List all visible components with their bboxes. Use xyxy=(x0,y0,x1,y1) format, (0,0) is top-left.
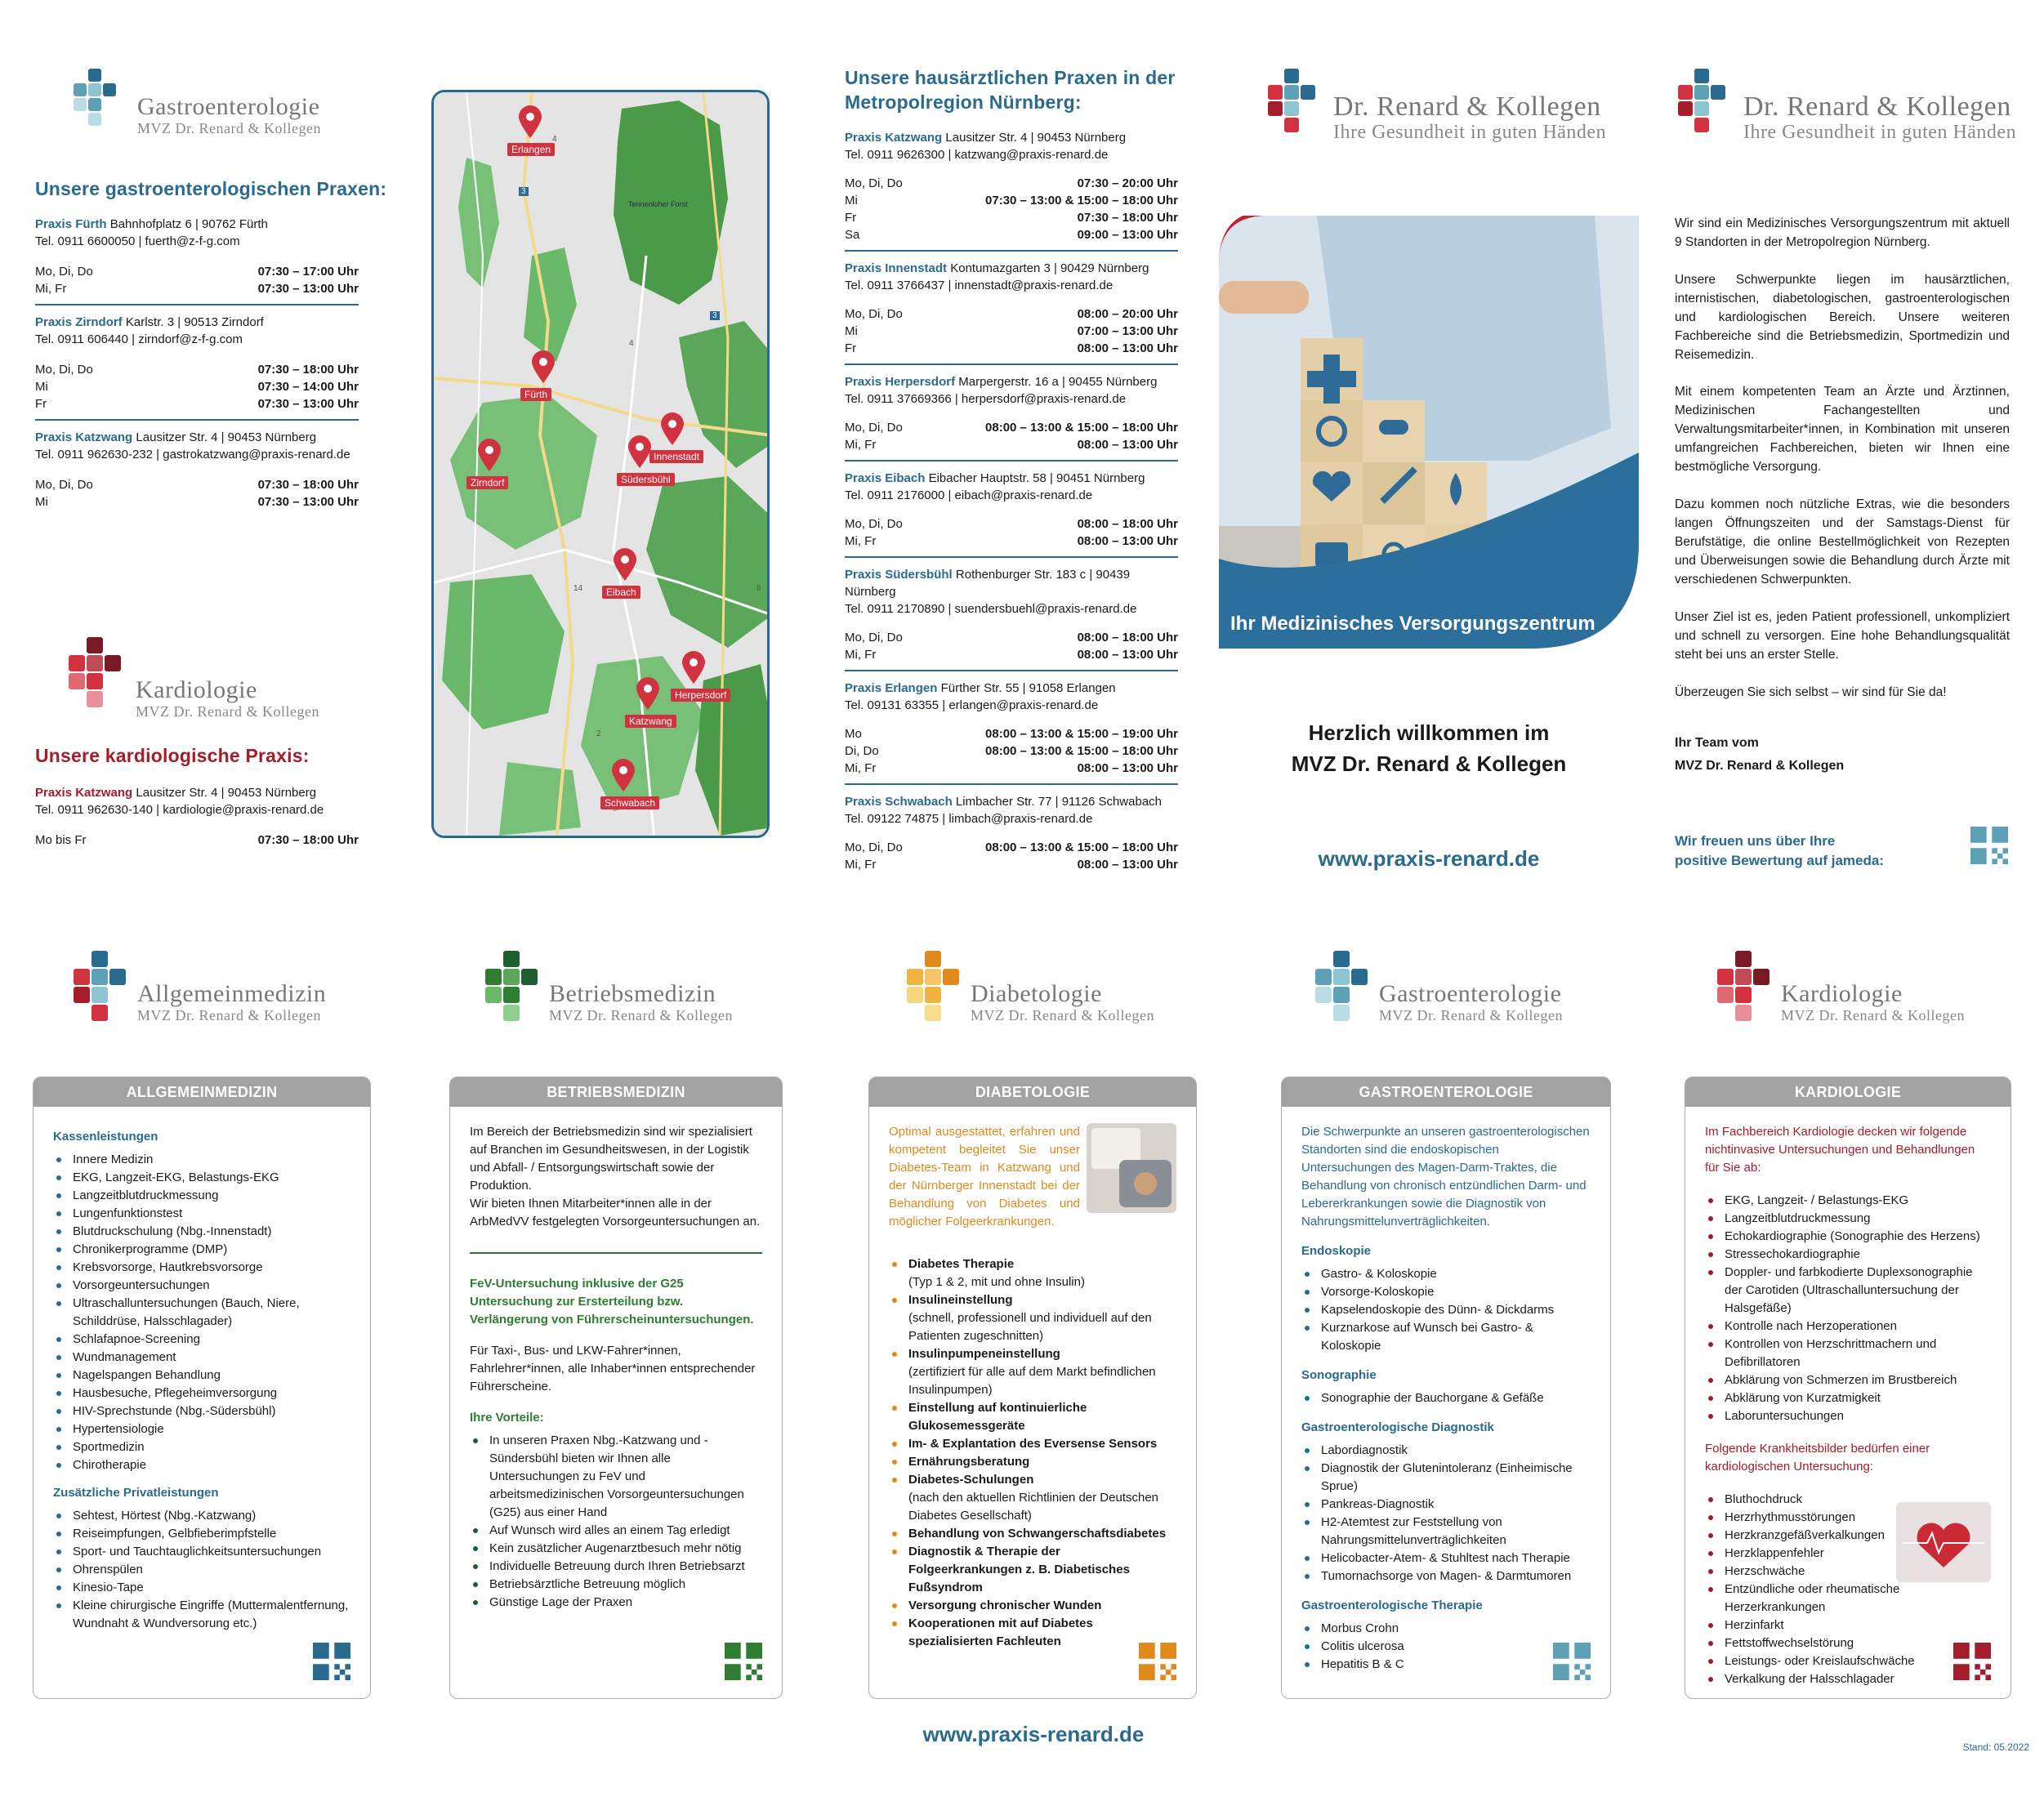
card-header: GASTROENTEROLOGIE xyxy=(1282,1077,1610,1107)
list-item: Krebsvorsorge, Hautkrebsvorsorge xyxy=(53,1259,350,1277)
practice-block xyxy=(845,680,1178,785)
list-item: Entzündliche oder rheumatische Herzerkrankungen xyxy=(1705,1581,1991,1616)
kardio-practice xyxy=(35,784,359,849)
practice-name: Praxis Katzwang xyxy=(35,430,133,444)
list-item xyxy=(889,1435,1176,1453)
department-logo xyxy=(1716,951,1965,1036)
department-cross-icon xyxy=(72,951,131,1036)
item-title: Kooperationen mit auf Diabetes spezialisierten Fachleuten xyxy=(908,1616,1093,1648)
practice-address: Marpergerstr. 16 a | 90455 Nürnberg xyxy=(958,375,1158,389)
list-item: Individuelle Betreuung durch Ihren Betriebsarzt xyxy=(470,1558,762,1576)
gastro-practices-heading: Unsere gastroenterologischen Praxen: xyxy=(35,178,387,199)
list-item: Herzklappenfehler xyxy=(1705,1545,1991,1563)
gastro-logo xyxy=(67,69,321,136)
map-pin-label: Erlangen xyxy=(507,143,555,156)
card-intro: Die Schwerpunkte an unseren gastroenterologischen Standorten sind die endoskopischen Untersuchungen des Magen-Darm-Traktes, die Behandlung von chronisch entzündlichen Darm- und Lebererkrankungen sowie die Diagnostik von Nahrungsmittelunverträglichkeiten. xyxy=(1301,1125,1590,1228)
renard-cross-icon xyxy=(1266,69,1327,142)
logo-subtitle: MVZ Dr. Renard & Kollegen xyxy=(1781,1007,1965,1023)
list-item xyxy=(889,1471,1176,1525)
list-item: Abklärung von Kurzatmigkeit xyxy=(1705,1389,1991,1407)
logo-title: Diabetologie xyxy=(971,980,1102,1007)
divider xyxy=(35,304,359,305)
hours-row: Mi, Fr 08:00 – 13:00 Uhr xyxy=(845,648,1178,662)
department-logo xyxy=(1314,951,1563,1036)
list-item: Reiseimpfungen, Gelbfieberimpfstelle xyxy=(53,1525,350,1543)
practice-contact: Tel. 0911 962630-232 | gastrokatzwang@praxis-renard.de xyxy=(35,448,350,462)
department-cross-icon xyxy=(905,951,964,1036)
card-header: DIABETOLOGIE xyxy=(869,1077,1196,1107)
forest-label: Tennenloher Forst xyxy=(628,200,688,208)
item-detail: (nach den aktuellen Richtlinien der Deutschen Diabetes Gesellschaft) xyxy=(908,1491,1159,1523)
practice-address: Kontumazgarten 3 | 90429 Nürnberg xyxy=(950,261,1149,275)
list-item: Vorsorge-Koloskopie xyxy=(1301,1283,1591,1301)
hours-row: Mi, Fr 08:00 – 13:00 Uhr xyxy=(845,438,1178,452)
list-item: Vorsorgeuntersuchungen xyxy=(53,1277,350,1295)
card-intro: Im Fachbereich Kardiologie decken wir folgende nichtinvasive Untersuchungen und Behandlungen für Sie ab: xyxy=(1705,1125,1975,1175)
practice-name: Praxis Zirndorf xyxy=(35,315,123,329)
practice-contact: Tel. 09122 74875 | limbach@praxis-renard.de xyxy=(845,812,1093,826)
road-number-label: 3 xyxy=(519,187,529,196)
map-pin-label: Eibach xyxy=(602,586,640,599)
list-item xyxy=(889,1345,1176,1399)
practice-name: Praxis Katzwang xyxy=(845,131,943,145)
renard-cross-icon xyxy=(1676,69,1737,142)
logo-subtitle: Ihre Gesundheit in guten Händen xyxy=(1333,122,1607,143)
logo-title: Gastroenterologie xyxy=(137,93,320,120)
practice-contact: Tel. 0911 2170890 | suendersbuehl@praxis-renard.de xyxy=(845,602,1137,616)
hours-row: Mi 07:00 – 13:00 Uhr xyxy=(845,324,1178,338)
practice-contact: Tel. 09131 63355 | erlangen@praxis-renard.de xyxy=(845,698,1099,712)
list-item: Wundmanagement xyxy=(53,1349,350,1367)
card-header: KARDIOLOGIE xyxy=(1685,1077,2011,1107)
card-subheading: Ihre Vorteile: xyxy=(470,1411,544,1425)
card-subheading: Kassenleistungen xyxy=(53,1130,158,1144)
practice-name: Praxis Erlangen xyxy=(845,681,938,695)
welcome-text xyxy=(1219,717,1639,779)
practice-block xyxy=(845,129,1178,252)
list-item: Morbus Crohn xyxy=(1301,1620,1591,1638)
card-subheading: Sonographie xyxy=(1301,1368,1377,1382)
list-item: Leistungs- oder Kreislaufschwäche xyxy=(1705,1652,1991,1670)
practice-contact: Tel. 0911 606440 | zirndorf@z-f-g.com xyxy=(35,332,243,346)
about-paragraph: Überzeugen Sie sich selbst – wir sind für Sie da! xyxy=(1675,685,1947,699)
list-item: Hepatitis B & C xyxy=(1301,1656,1591,1674)
cover-url-link[interactable]: www.praxis-renard.de xyxy=(1318,846,1540,871)
practice-address: Lausitzer Str. 4 | 90453 Nürnberg xyxy=(136,786,317,800)
logo-subtitle: MVZ Dr. Renard & Kollegen xyxy=(137,1007,321,1023)
practice-block xyxy=(35,216,359,305)
road-number-label: 4 xyxy=(552,135,557,144)
kardio-cross-icon xyxy=(65,637,129,719)
list-item: EKG, Langzeit- / Belastungs-EKG xyxy=(1705,1192,1991,1210)
map-pin-label: Schwabach xyxy=(600,796,659,809)
jameda-line2: positive Bewertung auf jameda: xyxy=(1675,853,1884,868)
list-item xyxy=(889,1255,1176,1291)
signature-line1: Ihr Team vom xyxy=(1675,736,1759,750)
item-title: Einstellung auf kontinuierliche Glukosemessgeräte xyxy=(908,1401,1087,1433)
list-item: Diagnostik der Glutenintoleranz (Einheimische Sprue) xyxy=(1301,1460,1591,1496)
list-item: Hausbesuche, Pflegeheimversorgung xyxy=(53,1385,350,1402)
gastro-cross-icon xyxy=(67,69,131,136)
hours-row: Di, Do 08:00 – 13:00 & 15:00 – 18:00 Uhr xyxy=(845,744,1178,758)
practice-block xyxy=(845,793,1178,873)
practice-name: Praxis Schwabach xyxy=(845,795,953,809)
list-item: Labordiagnostik xyxy=(1301,1442,1591,1460)
card-betriebsmedizin xyxy=(449,1077,783,1699)
logo-title: Dr. Renard & Kollegen xyxy=(1333,91,1601,122)
hours-row: Mo, Di, Do 08:00 – 18:00 Uhr xyxy=(845,631,1178,644)
department-logo xyxy=(72,951,326,1036)
list-item: Herzrhythmusstörungen xyxy=(1705,1509,1991,1527)
divider xyxy=(845,363,1178,365)
list-item: Sonographie der Bauchorgane & Gefäße xyxy=(1301,1389,1591,1407)
hours-row: Mo, Di, Do 08:00 – 20:00 Uhr xyxy=(845,307,1178,321)
practice-address: Lausitzer Str. 4 | 90453 Nürnberg xyxy=(136,430,317,444)
about-paragraph: Dazu kommen noch nützliche Extras, wie die besonders langen Öffnungszeiten und der Samstags-Dienst für Berufstätige, die online Bestellmöglichkeit von Rezepten und Überweisungen sowie die Behandlung durch Ärzte mit verschiedenen Schwerpunkten. xyxy=(1675,497,2010,586)
about-paragraph: Unsere Schwerpunkte liegen im hausärztlichen, internistischen, diabetologischen, gastroenterologischen und kardiologischen Bereich. Unsere weiteren Fachbereiche sind die Betriebsmedizin, Sportmedizin und Reisemedizin. xyxy=(1675,273,2010,362)
fev-audience: Für Taxi-, Bus- und LKW-Fahrer*innen, Fahrlehrer*innen, alle Inhaber*innen entsprechender Führerscheine. xyxy=(470,1344,756,1393)
footer-url-link[interactable]: www.praxis-renard.de xyxy=(922,1722,1145,1746)
list-item: Lungenfunktionstest xyxy=(53,1205,350,1223)
logo-title: Kardiologie xyxy=(136,676,257,703)
list-item: Langzeitblutdruckmessung xyxy=(1705,1210,1991,1228)
cover-photo-frame xyxy=(1219,216,1639,649)
hours-row: Mi, Fr 08:00 – 13:00 Uhr xyxy=(845,761,1178,775)
item-detail: (Typ 1 & 2, mit und ohne Insulin) xyxy=(908,1275,1085,1289)
list-item: Herzschwäche xyxy=(1705,1563,1991,1581)
hours-row: Fr 07:30 – 18:00 Uhr xyxy=(845,211,1178,225)
map-pin-icon[interactable] xyxy=(636,677,659,710)
hours-row: Mo, Di, Do 08:00 – 18:00 Uhr xyxy=(845,517,1178,531)
map-pin-label: Zirndorf xyxy=(466,476,508,489)
item-title: Insulineinstellung xyxy=(908,1293,1013,1307)
list-item: EKG, Langzeit-EKG, Belastungs-EKG xyxy=(53,1169,350,1187)
list-item: Tumornachsorge von Magen- & Darmtumoren xyxy=(1301,1567,1591,1585)
logo-title: Kardiologie xyxy=(1781,980,1903,1007)
hours-row: Fr 08:00 – 13:00 Uhr xyxy=(845,341,1178,355)
logo-subtitle: MVZ Dr. Renard & Kollegen xyxy=(1379,1007,1563,1023)
card-diabetologie xyxy=(868,1077,1197,1699)
map-pin-icon[interactable] xyxy=(519,105,542,138)
list-item: Langzeitblutdruckmessung xyxy=(53,1187,350,1205)
gastro-practice-list xyxy=(35,216,359,511)
list-item: Auf Wunsch wird alles an einem Tag erledigt xyxy=(470,1522,762,1540)
practice-name: Praxis Innenstadt xyxy=(845,261,948,275)
map-pin-label: Innenstadt xyxy=(649,450,703,463)
list-item xyxy=(889,1399,1176,1435)
list-item: Kein zusätzlicher Augenarztbesuch mehr nötig xyxy=(470,1540,762,1558)
logo-subtitle: MVZ Dr. Renard & Kollegen xyxy=(971,1007,1154,1023)
department-cross-icon xyxy=(1314,951,1372,1036)
practice-address: Lausitzer Str. 4 | 90453 Nürnberg xyxy=(945,131,1127,145)
list-item: Sehtest, Hörtest (Nbg.-Katzwang) xyxy=(53,1507,350,1525)
list-item: Innere Medizin xyxy=(53,1151,350,1169)
fev-note: FeV-Untersuchung inklusive der G25 Untersuchung zur Ersterteilung bzw. Verlängerung von Führerscheinuntersuchungen. xyxy=(470,1277,754,1327)
logo-title: Allgemeinmedizin xyxy=(137,980,327,1007)
practice-contact: Tel. 0911 3766437 | innenstadt@praxis-renard.de xyxy=(845,279,1113,292)
list-item: Kontrollen von Herzschrittmachern und Defibrillatoren xyxy=(1705,1335,1991,1371)
department-logo xyxy=(484,951,733,1036)
list-item xyxy=(889,1525,1176,1543)
list-item: Ultraschalluntersuchungen (Bauch, Niere, Schilddrüse, Halsschlagader) xyxy=(53,1295,350,1331)
map-pin-icon[interactable] xyxy=(478,439,501,471)
list-item: Pankreas-Diagnostik xyxy=(1301,1496,1591,1514)
hours-row: Mo, Di, Do 07:30 – 18:00 Uhr xyxy=(35,478,359,492)
map-pin-icon[interactable] xyxy=(628,435,651,468)
qr-code-icon[interactable] xyxy=(725,1643,762,1680)
practice-address: Karlstr. 3 | 90513 Zirndorf xyxy=(125,315,264,329)
cover-logo xyxy=(1266,69,1606,142)
qr-code-icon[interactable] xyxy=(1953,1643,1991,1680)
card-intro2: Wir bieten Ihnen Mitarbeiter*innen alle in der ArbMedVV festgelegten Vorsorgeuntersuchungen an. xyxy=(470,1197,761,1228)
list-item: Chronikerprogramme (DMP) xyxy=(53,1241,350,1259)
hours-row: Mi 07:30 – 13:00 & 15:00 – 18:00 Uhr xyxy=(845,194,1178,207)
jameda-qr-icon[interactable] xyxy=(1970,827,2008,864)
hours-row: Mo, Di, Do 08:00 – 13:00 & 15:00 – 18:00 Uhr xyxy=(845,421,1178,435)
map-pin-icon[interactable] xyxy=(682,651,705,684)
item-title: Insulinpumpeneinstellung xyxy=(908,1347,1060,1361)
list-item: Stressechokardiographie xyxy=(1705,1246,1991,1264)
practice-block xyxy=(35,429,359,511)
kardio-practice-heading: Unsere kardiologische Praxis: xyxy=(35,745,310,766)
about-paragraph: Wir sind ein Medizinisches Versorgungszentrum mit aktuell 9 Standorten in der Metropolregion Nürnberg. xyxy=(1675,216,2010,249)
about-paragraph: Unser Ziel ist es, jeden Patient professionell, unkompliziert und schnell zu versorgen. Eine hohe Behandlungsqualität steht bei uns an erster Stelle. xyxy=(1675,610,2010,662)
list-item: Kinesio-Tape xyxy=(53,1579,350,1597)
hours-row: Mo, Di, Do 07:30 – 17:00 Uhr xyxy=(35,265,359,279)
list-item: Helicobacter-Atem- & Stuhltest nach Therapie xyxy=(1301,1550,1591,1567)
practice-address: Rothenburger Str. 183 c | 90439 Nürnberg xyxy=(845,568,1131,599)
department-cross-icon xyxy=(1716,951,1774,1036)
map-pin-icon[interactable] xyxy=(532,350,555,383)
practice-name: Praxis Herpersdorf xyxy=(845,375,956,389)
logo-subtitle: Ihre Gesundheit in guten Händen xyxy=(1743,122,2017,143)
map-pin-label: Fürth xyxy=(520,388,551,401)
about-text xyxy=(1675,214,2010,720)
practice-contact: Tel. 0911 37669366 | herpersdorf@praxis-renard.de xyxy=(845,392,1127,406)
glucose-meter-photo xyxy=(1087,1123,1176,1213)
list-item: Schlafapnoe-Screening xyxy=(53,1331,350,1349)
list-item: Abklärung von Schmerzen im Brustbereich xyxy=(1705,1371,1991,1389)
practice-address: Limbacher Str. 77 | 91126 Schwabach xyxy=(955,795,1163,809)
road-number-label: 3 xyxy=(710,311,720,320)
divider xyxy=(845,250,1178,252)
list-item: Blutdruckschulung (Nbg.-Innenstadt) xyxy=(53,1223,350,1241)
gp-heading-line2: Metropolregion Nürnberg: xyxy=(845,91,1082,113)
list-item: Ohrenspülen xyxy=(53,1561,350,1579)
card-gastroenterologie xyxy=(1281,1077,1611,1699)
list-item xyxy=(889,1453,1176,1471)
list-item: Hypertensiologie xyxy=(53,1420,350,1438)
item-title: Ernährungsberatung xyxy=(908,1455,1030,1469)
hours-row: Fr 07:30 – 13:00 Uhr xyxy=(35,397,359,411)
item-detail: (schnell, professionell und individuell auf den Patienten zugeschnitten) xyxy=(908,1311,1152,1343)
list-item xyxy=(889,1597,1176,1615)
qr-code-icon[interactable] xyxy=(1553,1643,1591,1680)
list-item: In unseren Praxen Nbg.-Katzwang und -Sündersbühl bieten wir Ihnen alle Untersuchungen zu FeV und arbeitsmedizinischen Vorsorgeuntersuchungen (G25) aus einer Hand xyxy=(470,1432,762,1522)
road-number-label: 8 xyxy=(756,584,761,593)
list-item: Fettstoffwechselstörung xyxy=(1705,1634,1991,1652)
hours-row: Mo, Di, Do 07:30 – 20:00 Uhr xyxy=(845,176,1178,190)
list-item: Kontrolle nach Herzoperationen xyxy=(1705,1318,1991,1335)
card-subheading: Gastroenterologische Therapie xyxy=(1301,1599,1483,1612)
list-item: H2-Atemtest zur Feststellung von Nahrungsmittelunverträglichkeiten xyxy=(1301,1514,1591,1550)
card-subheading: Gastroenterologische Diagnostik xyxy=(1301,1420,1494,1434)
practice-address: Eibacher Hauptstr. 58 | 90451 Nürnberg xyxy=(928,471,1145,485)
card-intro2: Folgende Krankheitsbilder bedürfen einer kardiologischen Untersuchung: xyxy=(1705,1442,1930,1474)
list-item xyxy=(889,1543,1176,1597)
hours-row: Mi 07:30 – 14:00 Uhr xyxy=(35,380,359,394)
item-title: Behandlung von Schwangerschaftsdiabetes xyxy=(908,1527,1167,1541)
item-title: Im- & Explantation des Eversense Sensors xyxy=(908,1437,1158,1451)
hours-row: Mo, Di, Do 08:00 – 13:00 & 15:00 – 18:00 Uhr xyxy=(845,841,1178,854)
list-item: Verkalkung der Halsschlagader xyxy=(1705,1670,1991,1688)
footer-stand: Stand: 05.2022 xyxy=(1962,1741,2029,1753)
logo-subtitle: MVZ Dr. Renard & Kollegen xyxy=(137,120,321,136)
medical-blocks-photo xyxy=(1219,216,1639,649)
list-item: Laboruntersuchungen xyxy=(1705,1407,1991,1425)
gp-practices xyxy=(845,65,1178,873)
practice-name: Praxis Eibach xyxy=(845,471,926,485)
hours-row: Mi, Fr 07:30 – 13:00 Uhr xyxy=(35,282,359,296)
card-header: BETRIEBSMEDIZIN xyxy=(450,1077,782,1107)
kardio-logo xyxy=(65,637,319,719)
logo-subtitle: MVZ Dr. Renard & Kollegen xyxy=(136,703,319,720)
road-number-label: 4 xyxy=(629,339,634,348)
welcome-line1: Herzlich willkommen im xyxy=(1308,720,1550,745)
list-item: Günstige Lage der Praxen xyxy=(470,1594,762,1612)
card-subheading: Endoskopie xyxy=(1301,1244,1372,1258)
divider xyxy=(845,783,1178,785)
map-pin-label: Katzwang xyxy=(625,715,676,728)
map-pin-label: Südersbühl xyxy=(617,473,675,486)
card-subheading: Zusätzliche Privatleistungen xyxy=(53,1486,219,1500)
card-intro: Im Bereich der Betriebsmedizin sind wir spezialisiert auf Branchen im Gesundheitswesen, in der Logistik und Abfall- / Entsorgungswirtschaft sowie der Produktion. xyxy=(470,1125,752,1193)
practice-name: Praxis Fürth xyxy=(35,217,107,231)
practice-block xyxy=(845,260,1178,365)
list-item: Herzinfarkt xyxy=(1705,1616,1991,1634)
list-item: Colitis ulcerosa xyxy=(1301,1638,1591,1656)
practice-block xyxy=(845,373,1178,462)
welcome-line2: MVZ Dr. Renard & Kollegen xyxy=(1291,751,1567,776)
practice-contact: Tel. 0911 2176000 | eibach@praxis-renard.de xyxy=(845,488,1093,502)
list-item: Bluthochdruck xyxy=(1705,1491,1991,1509)
card-intro: Optimal ausgestattet, erfahren und kompetent begleitet Sie unser Diabetes-Team in Katzwang und der Nürnberger Innenstadt bei der Behandlung von Diabetes und möglicher Folgeerkrankungen. xyxy=(889,1125,1080,1228)
map-pin-icon[interactable] xyxy=(612,759,635,791)
item-detail: (zertifiziert für alle auf dem Markt befindlichen Insulinpumpen) xyxy=(908,1365,1156,1397)
logo-title: Betriebsmedizin xyxy=(549,980,716,1007)
card-allgemeinmedizin xyxy=(33,1077,371,1699)
hours-row: Mi, Fr 08:00 – 13:00 Uhr xyxy=(845,858,1178,872)
department-logo xyxy=(905,951,1154,1036)
qr-code-icon[interactable] xyxy=(313,1643,350,1680)
location-map[interactable] xyxy=(431,90,770,838)
divider xyxy=(845,460,1178,462)
hours-row: Mo bis Fr 07:30 – 18:00 Uhr xyxy=(35,833,359,847)
map-pin-icon[interactable] xyxy=(614,548,636,581)
list-item: Gastro- & Koloskopie xyxy=(1301,1265,1591,1283)
logo-subtitle: MVZ Dr. Renard & Kollegen xyxy=(549,1007,733,1023)
logo-title: Dr. Renard & Kollegen xyxy=(1743,91,2011,122)
card-header: ALLGEMEINMEDIZIN xyxy=(33,1077,370,1107)
practice-contact: Tel. 0911 9626300 | katzwang@praxis-renard.de xyxy=(845,148,1109,162)
list-item: Sport- und Tauchtauglichkeitsuntersuchungen xyxy=(53,1543,350,1561)
list-item: Nagelspangen Behandlung xyxy=(53,1367,350,1385)
practice-contact: Tel. 0911 6600050 | fuerth@z-f-g.com xyxy=(35,234,240,248)
list-item: Echokardiographie (Sonographie des Herzens) xyxy=(1705,1228,1991,1246)
practice-address: Bahnhofplatz 6 | 90762 Fürth xyxy=(109,217,268,231)
card-kardiologie xyxy=(1685,1077,2011,1699)
about-paragraph: Mit einem kompetenten Team an Ärzte und Ärztinnen, Medizinischen Fachangestellten und Verwaltungsmitarbeiter*innen, in Kombination mit unseren umfangreichen Fachbereichen, bieten wir Ihnen eine bestmögliche Versorgung. xyxy=(1675,385,2010,474)
department-cross-icon xyxy=(484,951,542,1036)
jameda-note xyxy=(1675,832,1884,871)
list-item xyxy=(889,1615,1176,1651)
signature-line2: MVZ Dr. Renard & Kollegen xyxy=(1675,759,1845,773)
hours-row: Mi 07:30 – 13:00 Uhr xyxy=(35,495,359,509)
list-item: Sportmedizin xyxy=(53,1438,350,1456)
list-item: Kurznarkose auf Wunsch bei Gastro- & Koloskopie xyxy=(1301,1319,1591,1355)
item-title: Diagnostik & Therapie der Folgeerkrankungen z. B. Diabetisches Fußsyndrom xyxy=(908,1545,1130,1594)
qr-code-icon[interactable] xyxy=(1139,1643,1176,1680)
divider xyxy=(35,419,359,421)
item-title: Diabetes Therapie xyxy=(908,1257,1015,1271)
road-number-label: 14 xyxy=(573,584,583,593)
jameda-line1: Wir freuen uns über Ihre xyxy=(1675,833,1836,849)
practice-name: Praxis Katzwang xyxy=(35,786,133,800)
item-title: Versorgung chronischer Wunden xyxy=(908,1599,1102,1612)
item-title: Diabetes-Schulungen xyxy=(908,1473,1034,1487)
list-item: Chirotherapie xyxy=(53,1456,350,1474)
list-item: HIV-Sprechstunde (Nbg.-Südersbühl) xyxy=(53,1402,350,1420)
cover-banner: Ihr Medizinisches Versorgungszentrum xyxy=(1230,613,1595,635)
list-item: Betriebsärztliche Betreuung möglich xyxy=(470,1576,762,1594)
list-item: Kapselendoskopie des Dünn- & Dickdarms xyxy=(1301,1301,1591,1319)
practice-contact: Tel. 0911 962630-140 | kardiologie@praxis-renard.de xyxy=(35,803,324,817)
hours-row: Mo 08:00 – 13:00 & 15:00 – 19:00 Uhr xyxy=(845,727,1178,741)
list-item: Kleine chirurgische Eingriffe (Muttermalentfernung, Wundnaht & Wundversorung etc.) xyxy=(53,1597,350,1633)
hours-row: Sa 09:00 – 13:00 Uhr xyxy=(845,228,1178,242)
practice-address: Fürther Str. 55 | 91058 Erlangen xyxy=(940,681,1116,695)
heart-hand-photo xyxy=(1896,1502,1991,1582)
practice-block xyxy=(35,314,359,421)
practice-block xyxy=(845,470,1178,558)
logo-title: Gastroenterologie xyxy=(1379,980,1562,1007)
practice-block xyxy=(845,566,1178,671)
divider xyxy=(845,556,1178,558)
team-signature xyxy=(1675,732,1844,778)
list-item xyxy=(889,1291,1176,1345)
hours-row: Mi, Fr 08:00 – 13:00 Uhr xyxy=(845,534,1178,548)
map-pin-label: Herpersdorf xyxy=(671,689,730,702)
road-number-label: 2 xyxy=(596,729,601,738)
hours-row: Mo, Di, Do 07:30 – 18:00 Uhr xyxy=(35,363,359,377)
divider xyxy=(845,670,1178,671)
gp-heading-line1: Unsere hausärztlichen Praxen in der xyxy=(845,67,1176,88)
about-logo xyxy=(1676,69,2016,142)
list-item: Herzkranzgefäßverkalkungen xyxy=(1705,1527,1991,1545)
map-pin-icon[interactable] xyxy=(661,412,684,445)
practice-name: Praxis Südersbühl xyxy=(845,568,953,582)
list-item: Doppler- und farbkodierte Duplexsonographie der Carotiden (Ultraschalluntersuchung der Halsgefäße) xyxy=(1705,1264,1991,1318)
